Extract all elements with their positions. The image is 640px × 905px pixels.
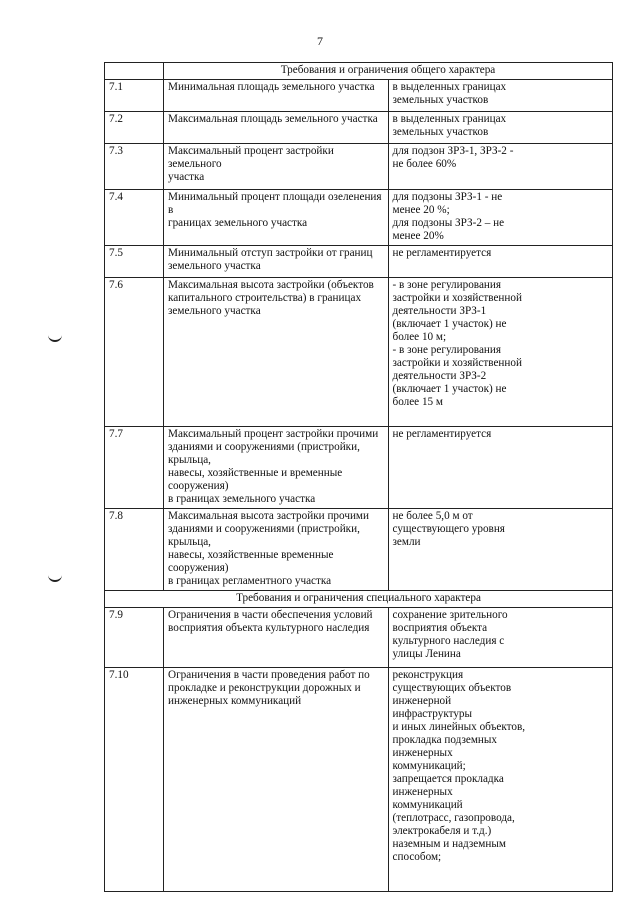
value-cell-line: в выделенных границах: [392, 113, 507, 125]
row-number: 7.8: [105, 509, 164, 591]
scan-artifact-mark: [48, 575, 62, 582]
row-number: 7.10: [105, 668, 164, 892]
value-cell: [388, 608, 613, 668]
row-number: 7.9: [105, 608, 164, 668]
value-cell: [388, 112, 613, 144]
parameter-cell-line: Максимальная высота застройки прочими: [168, 510, 370, 522]
value-cell-line: коммуникаций: [392, 799, 463, 811]
value-cell-line: (включает 1 участок) не: [392, 383, 507, 395]
value-cell: [388, 509, 613, 591]
parameter-cell-line: участка: [168, 171, 205, 183]
scan-artifact-mark: [48, 335, 62, 342]
value-cell-line: более 10 м;: [392, 331, 447, 343]
value-cell-line: не более 60%: [392, 158, 457, 170]
parameter-cell-line: Максимальная площадь земельного участка: [168, 113, 378, 125]
table-row: [105, 144, 613, 190]
value-cell-line: прокладка подземных: [392, 734, 498, 746]
value-cell-line: менее 20 %;: [392, 204, 450, 216]
row-number: 7.1: [105, 80, 164, 112]
value-cell-line: не более 5,0 м от: [392, 510, 473, 522]
value-cell-line: восприятия объекта: [392, 622, 488, 634]
section-header-row: [105, 591, 613, 608]
parameter-cell-line: Ограничения в части обеспечения условий: [168, 609, 373, 621]
value-cell: [388, 668, 613, 892]
parameter-cell-line: Минимальный отступ застройки от границ: [168, 247, 373, 259]
value-cell-line: инфраструктуры: [392, 708, 473, 720]
table-row: [105, 278, 613, 427]
value-cell-line: для подзоны ЗРЗ-2 – не: [392, 217, 505, 229]
parameter-cell-line: земельного участка: [168, 305, 261, 317]
regulation-table: [104, 62, 613, 892]
table-row: [105, 246, 613, 278]
value-cell: [388, 144, 613, 190]
value-cell-line: земельных участков: [392, 94, 489, 106]
value-cell-line: более 15 м: [392, 396, 444, 408]
value-cell-line: электрокабеля и т.д.): [392, 825, 492, 837]
section-title-special: Требования и ограничения специального характера: [105, 591, 613, 608]
parameter-cell-line: зданиями и сооружениями (пристройки, крыльца,: [168, 523, 360, 548]
value-cell-line: улицы Ленина: [392, 648, 461, 660]
value-cell-line: существующего уровня: [392, 523, 505, 535]
value-cell-line: наземным и надземным: [392, 838, 506, 850]
table-row: [105, 668, 613, 892]
value-cell-line: коммуникаций;: [392, 760, 466, 772]
parameter-cell-line: Минимальный процент площади озеленения в: [168, 191, 382, 216]
parameter-cell: [164, 608, 389, 668]
parameter-cell-line: Максимальная высота застройки (объектов: [168, 279, 374, 291]
parameter-cell-line: навесы, хозяйственные временные сооружения): [168, 549, 334, 574]
table-row: [105, 608, 613, 668]
value-cell-line: запрещается прокладка: [392, 773, 504, 785]
parameter-cell-line: прокладке и реконструкции дорожных и: [168, 682, 361, 694]
table-row: [105, 509, 613, 591]
value-cell-line: менее 20%: [392, 230, 444, 242]
table-row: [105, 112, 613, 144]
parameter-cell-line: в границах регламентного участка: [168, 575, 332, 587]
row-number: 7.7: [105, 427, 164, 509]
section-header-row: [105, 63, 613, 80]
value-cell-line: способом;: [392, 851, 442, 863]
value-cell-line: в выделенных границах: [392, 81, 507, 93]
parameter-cell-line: капитального строительства) в границах: [168, 292, 362, 304]
row-number: 7.2: [105, 112, 164, 144]
value-cell-line: земли: [392, 536, 421, 548]
table-row: [105, 80, 613, 112]
parameter-cell-line: инженерных коммуникаций: [168, 695, 302, 707]
value-cell-line: инженерных: [392, 747, 453, 759]
parameter-cell-line: Минимальная площадь земельного участка: [168, 81, 375, 93]
row-number: 7.6: [105, 278, 164, 427]
parameter-cell-line: Максимальный процент застройки земельного: [168, 145, 334, 170]
parameter-cell-line: Ограничения в части проведения работ по: [168, 669, 370, 681]
value-cell-line: инженерной: [392, 695, 452, 707]
value-cell-line: сохранение зрительного: [392, 609, 508, 621]
row-number: 7.5: [105, 246, 164, 278]
table-row: [105, 190, 613, 246]
value-cell-line: для подзоны ЗРЗ-1 - не: [392, 191, 503, 203]
parameter-cell: [164, 246, 389, 278]
value-cell: [388, 427, 613, 509]
value-cell-line: деятельности ЗРЗ-2: [392, 370, 487, 382]
value-cell: [388, 278, 613, 427]
parameter-cell-line: в границах земельного участка: [168, 493, 316, 505]
value-cell: [388, 190, 613, 246]
parameter-cell-line: Максимальный процент застройки прочими: [168, 428, 379, 440]
parameter-cell: [164, 190, 389, 246]
value-cell-line: застройки и хозяйственной: [392, 292, 522, 304]
value-cell-line: - в зоне регулирования: [392, 344, 502, 356]
row-number: 7.3: [105, 144, 164, 190]
value-cell-line: для подзон ЗРЗ-1, ЗРЗ-2 -: [392, 145, 514, 157]
value-cell-line: деятельности ЗРЗ-1: [392, 305, 487, 317]
page-number: 7: [317, 34, 323, 48]
value-cell-line: (включает 1 участок) не: [392, 318, 507, 330]
value-cell: [388, 246, 613, 278]
value-cell-line: и иных линейных объектов,: [392, 721, 526, 733]
value-cell-line: реконструкция: [392, 669, 464, 681]
value-cell-line: земельных участков: [392, 126, 489, 138]
parameter-cell: [164, 278, 389, 427]
value-cell-line: инженерных: [392, 786, 453, 798]
value-cell-line: - в зоне регулирования: [392, 279, 502, 291]
parameter-cell-line: земельного участка: [168, 260, 261, 272]
value-cell-line: застройки и хозяйственной: [392, 357, 522, 369]
value-cell-line: не регламентируется: [392, 247, 492, 259]
parameter-cell-line: границах земельного участка: [168, 217, 308, 229]
parameter-cell-line: восприятия объекта культурного наследия: [168, 622, 370, 634]
parameter-cell-line: навесы, хозяйственные и временные сооружения): [168, 467, 343, 492]
value-cell: [388, 80, 613, 112]
parameter-cell: [164, 427, 389, 509]
section-empty-cell: [105, 63, 164, 80]
parameter-cell: [164, 112, 389, 144]
table-row: [105, 427, 613, 509]
parameter-cell-line: зданиями и сооружениями (пристройки, крыльца,: [168, 441, 360, 466]
parameter-cell: [164, 668, 389, 892]
value-cell-line: культурного наследия с: [392, 635, 505, 647]
parameter-cell: [164, 80, 389, 112]
row-number: 7.4: [105, 190, 164, 246]
value-cell-line: не регламентируется: [392, 428, 492, 440]
parameter-cell: [164, 144, 389, 190]
section-title-general: Требования и ограничения общего характера: [164, 63, 613, 80]
value-cell-line: существующих объектов: [392, 682, 512, 694]
value-cell-line: (теплотрасс, газопровода,: [392, 812, 515, 824]
parameter-cell: [164, 509, 389, 591]
